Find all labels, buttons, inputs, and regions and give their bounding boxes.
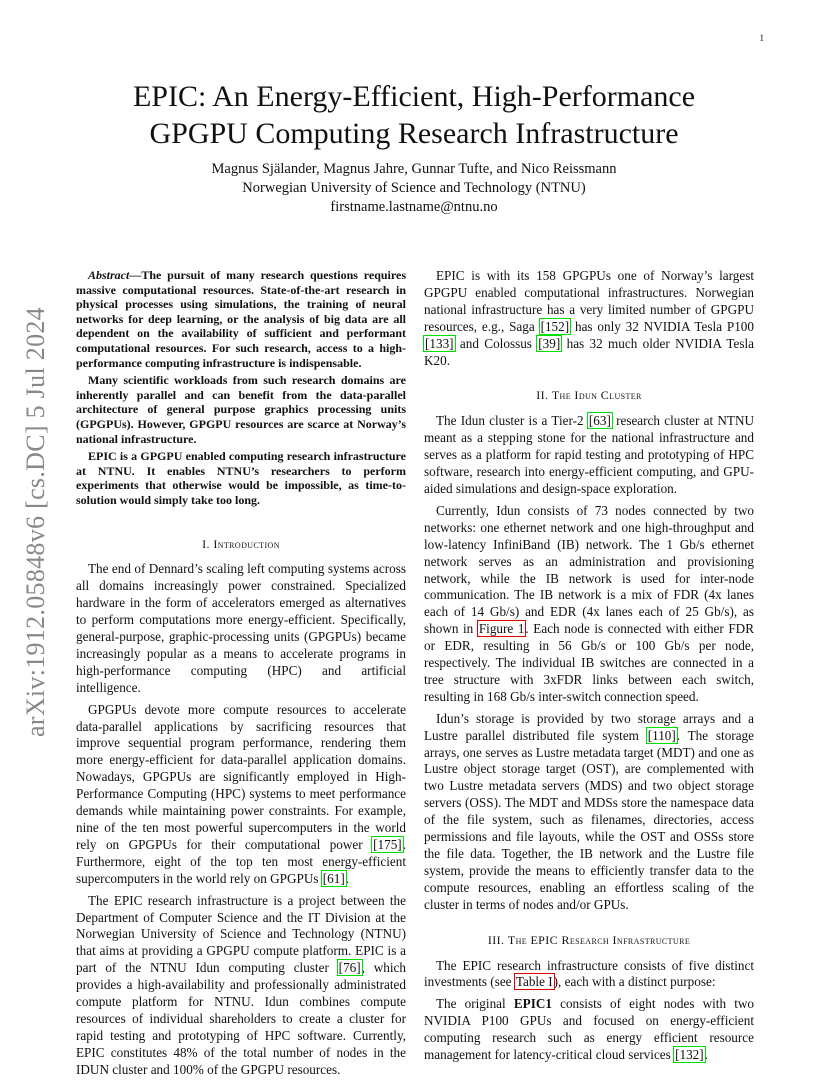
section-heading-idun [424,387,754,404]
intro-text: GPGPUs devote more compute resources to accelerate data-parallel applications by sacrificing resources that improve sequential program performance, rendering them more energy-efficient for data-parallel application domains. Nowadays, GPGPUs are significantly employed in High-Performance Computing (HPC) systems to meet performance demands while maintaining power constraints. For example, nine of the ten most powerful supercomputers in the world rely on GPGPUs for their computational power [76,701,406,852]
citation-link[interactable]: [61] [322,870,345,886]
abstract-paragraph-2: Many scientific workloads from such research domains are inherently parallel and can benefit from the data-parallel architecture of general purpose graphics processing units (GPGPUs). However, GPGPU resources are scarce at Norway’s national infrastructure. [76,373,406,446]
idun-paragraph-3 [424,711,754,914]
abstract-paragraph-3: EPIC is a GPGPU enabled computing research infrastructure at NTNU. It enables NTNU’s researchers to perform experiments that otherwise would be impossible, as time-to-solution would simply take too long. [76,449,406,507]
section-heading-epic [424,932,754,949]
arxiv-stamp: arXiv:1912.05848v6 [cs.DC] 5 Jul 2024 [21,307,50,737]
body-text: research cluster at NTNU meant as a stepping stone for the national infrastructure and serves as a platform for rapid testing and prototyping of HPC software, research into energy-efficient computing, and GPU-aided simulations and design-space exploration. [424,413,754,496]
citation-link[interactable]: [175] [373,836,402,852]
author-names: Magnus Själander, Magnus Jahre, Gunnar Tufte, and Nico Reissmann [211,161,617,177]
body-text: The original [436,996,514,1012]
page-number: 1 [759,33,764,43]
title-line-1: EPIC: An Energy-Efficient, High-Performance [132,80,696,113]
body-text: EPIC is with its 158 GPGPUs one of Norway’s largest GPGPU enabled computational infrastructures. Norwegian national infrastructure has a very limited number of GPGPU resources, e.g., Saga [424,268,754,334]
citation-link[interactable]: [39] [538,335,561,351]
figure-reference-link[interactable]: Figure 1 [478,621,525,637]
abstract [76,268,406,508]
title-line-2: GPGPU Computing Research Infrastructure [149,117,679,150]
intro-text: . Furthermore, eight of the top ten most energy-efficient supercomputers in the world rely on GPGPUs [76,836,406,886]
section-number: III. [487,932,505,947]
author-affiliation: Norwegian University of Science and Technology (NTNU) [242,180,586,196]
intro-text: . [345,870,350,886]
section-title: Introduction [213,536,280,551]
table-reference-link[interactable]: Table I [515,974,553,990]
abstract-text-1: —The pursuit of many research questions requires massive computational resources. State-of-the-art research in physical processes using simulations, the training of neural networks for deep learning, or the analysis of big data are all dependent on the availability of sufficient and performant computational resources. For such research, access to a high-performance computing infrastructure is indispensable. [76,268,406,370]
body-text: Idun’s storage is provided by two storage arrays and a Lustre parallel distributed file system [424,710,754,743]
right-column [424,268,754,1069]
citation-link[interactable]: [76] [338,960,361,976]
idun-paragraph-2 [424,503,754,706]
body-text: . Each node is connected with either FDR or EDR, resulting in 56 Gb/s or 100 Gb/s per node, respectively. The individual IB switches are connected in a tree structure with 3xFDR links between each switch, resulting in 168 Gb/s inter-switch connection speed. [424,621,755,704]
section-title: The EPIC Research Infrastructure [507,932,691,947]
intro-text: , which provides a high-availability and professionally administrated compute platform for NTNU. Idun combines compute resources of individual shareholders to create a cluster for rapid testing and prototyping of HPC software. Currently, EPIC constitutes 48% of the total number of nodes in the IDUN cluster and 100% of the GPGPU resources. [76,960,406,1077]
intro-text: The EPIC research infrastructure is a project between the Department of Computer Science and the IT Division at the Norwegian University of Science and Technology (NTNU) that aims at providing a GPGPU compute platform. EPIC is a part of the NTNU Idun computing cluster [76,892,406,976]
intro-paragraph-3 [76,893,406,1079]
paper-title [0,78,828,152]
intro-continuation-paragraph [424,268,754,369]
citation-link[interactable]: [152] [540,318,570,334]
section-introduction [76,536,406,1079]
body-text: ), each with a distinct purpose: [553,974,716,990]
body-text: has only 32 NVIDIA Tesla P100 [570,318,754,334]
section-number: I. [202,536,210,551]
body-text: . The storage arrays, one serves as Lustre metadata target (MDT) and one as Lustre object storage target (OST), are complemented with two Lustre metadata servers (MDS) and two object storage servers (OSS). The MDT and MDSs store the namespace data of the file system, such as filenames, directories, access permissions and file layouts, while the OST and OSSs store the file data. Together, the IB network and the Lustre file system, provide the means to efficiently transfer data to the compute resources, enabling an effortless scaling of the cluster in terms of nodes and/or GPUs. [424,727,754,912]
citation-link[interactable]: [132] [675,1047,704,1063]
epic1-term: EPIC1 [513,996,552,1012]
left-column [76,268,406,1084]
idun-paragraph-1 [424,413,754,498]
abstract-paragraph-1 [76,268,406,370]
epic-paragraph-2 [424,996,754,1064]
body-text: consists of eight nodes with two NVIDIA P100 GPUs and focused on energy-efficient computing research such as energy efficient resource management for latency-critical cloud services [424,996,754,1063]
body-text: The EPIC research infrastructure consists of five distinct investments (see [424,957,754,990]
section-title: The Idun Cluster [551,388,642,403]
citation-link[interactable]: [63] [588,413,611,429]
body-text: Currently, Idun consists of 73 nodes connected by two networks: one ethernet network and one high-throughput and low-latency InfiniBand (IB) network. The 1 Gb/s ethernet network serves as an administration and provisioning network, while the IB network is used for inter-node communication. The IB network is a mix of FDR (4x lanes each of 14 Gb/s) and EDR (4x lanes each of 25 Gb/s), as shown in [424,502,754,637]
epic-paragraph-1 [424,958,754,992]
author-block [0,160,828,217]
body-text: . [704,1047,708,1063]
abstract-label: Abstract [88,268,130,282]
section-number: II. [536,388,549,403]
body-text: has 32 much older NVIDIA Tesla K20. [424,335,754,368]
section-heading-introduction [76,536,406,553]
intro-paragraph-2 [76,702,406,888]
author-email: firstname.lastname@ntnu.no [330,199,498,215]
citation-link[interactable]: [133] [425,335,454,351]
body-text: The Idun cluster is a Tier-2 [436,413,588,429]
citation-link[interactable]: [110] [647,727,676,743]
intro-paragraph-1: The end of Dennard’s scaling left computing systems across all domains increasingly power constrained. Specialized hardware in the form of accelerators emerged as alternatives to perform computations more energy-efficient. Specifically, general-purpose, graphic-processing units (GPGPUs) became increasingly popular as a means to accelerate programs in high-performance computing (HPC) and artificial intelligence. [76,561,406,695]
body-text: and Colossus [454,335,538,351]
